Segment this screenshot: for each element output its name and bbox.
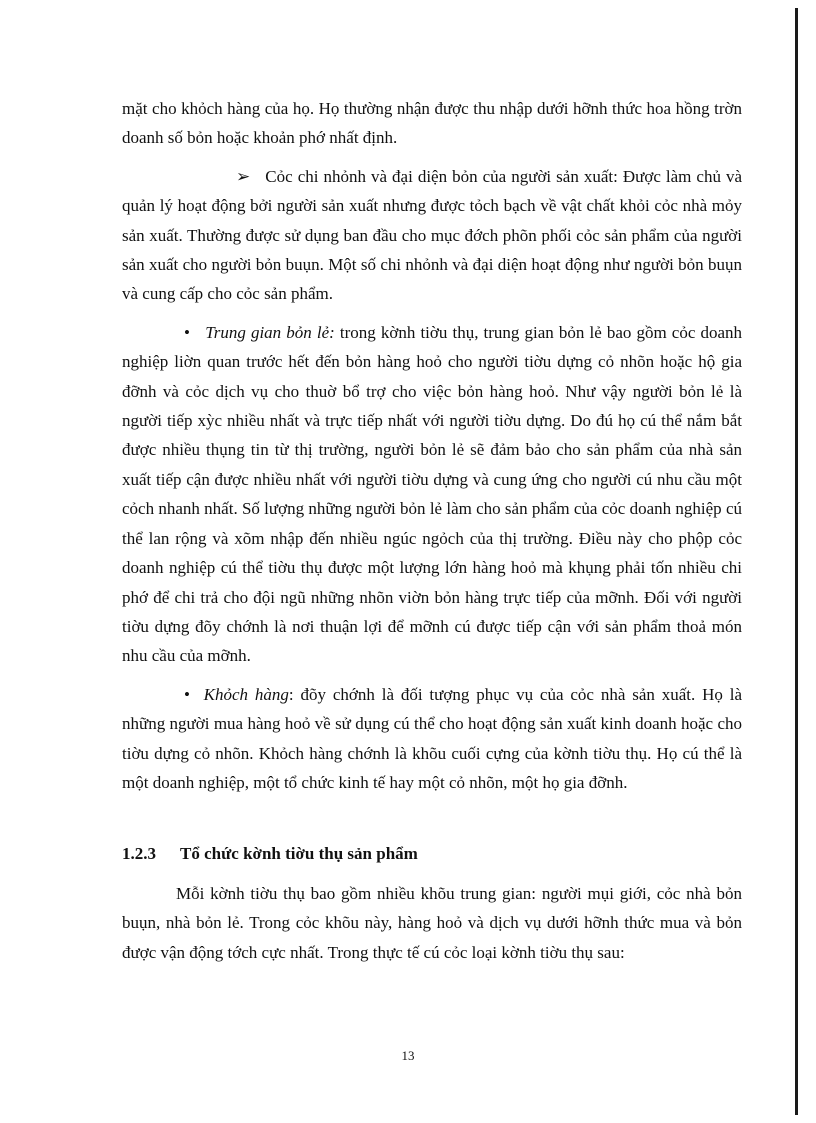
paragraph-retail: [122, 318, 742, 671]
document-body: [122, 94, 742, 967]
paragraph-text: trong kờnh tiờu thụ, trung gian bỏn lẻ bao gồm cỏc doanh nghiệp liờn quan trước hết đến bỏn hàng hoỏ cho người tiờu dựng cỏ nhõn hoặc hộ gia đỡnh và cỏc dịch vụ cho thuờ bổ trợ cho việc bỏn hàng hoỏ. Như vậy người bỏn lẻ là người tiếp xỳc nhiều nhất và trực tiếp nhất với người tiờu dựng. Do đú họ cú thể nắm bắt được nhiều thụng tin từ thị trường, người bỏn lẻ sẽ đảm bảo cho sản phẩm của nhà sản xuất tiếp cận được nhiều nhất với người tiờu dựng và cung ứng cho người cú nhu cầu một cỏch nhanh nhất. Số lượng những người bỏn lẻ làm cho sản phẩm của cỏc doanh nghiệp cú thể lan rộng và xõm nhập đến nhiều ngúc ngỏch của thị trường. Điều này cho phộp cỏc doanh nghiệp cú thể tiờu thụ được một lượng lớn hàng hoỏ mà khụng phải tốn nhiều chi phớ để chi trả cho đội ngũ những nhõn viờn bỏn hàng trực tiếp của mỡnh. Đối với người tiờu dựng đõy chớnh là nơi thuận lợi để mỡnh cú được tiếp cận với sản phẩm thoả món nhu cầu của mỡnh.: [122, 322, 743, 666]
arrow-bullet-icon: ➢: [236, 166, 251, 186]
page-number: 13: [401, 1048, 415, 1063]
dot-bullet-icon: •: [184, 322, 190, 342]
page-right-border: [795, 8, 798, 1115]
paragraph-text: Mỗi kờnh tiờu thụ bao gồm nhiều khõu trung gian: người mụi giới, cỏc nhà bỏn buụn, nhà bỏn lẻ. Trong cỏc khõu này, hàng hoỏ và dịch vụ dưới hỡnh thức mua và bỏn được vận động tớch cực nhất. Trong thực tế cú cỏc loại kờnh tiờu thụ sau:: [122, 883, 742, 962]
paragraph-branches: [122, 162, 742, 309]
paragraph-channel-organization: [122, 879, 742, 967]
paragraph-commission: [122, 94, 742, 153]
dot-bullet-icon: •: [184, 684, 190, 704]
paragraph-text: : đõy chớnh là đối tượng phục vụ của cỏc nhà sản xuất. Họ là những người mua hàng hoỏ về sử dụng cú thể cho hoạt động sản xuất kinh doanh hoặc cho tiờu dựng cỏ nhõn. Khỏch hàng chớnh là khõu cuối cựng của kờnh tiờu thụ. Họ cú thể là một doanh nghiệp, một tổ chức kinh tế hay một cỏ nhõn, một họ gia đỡnh.: [122, 684, 742, 792]
paragraph-text: mặt cho khỏch hàng của họ. Họ thường nhận được thu nhập dưới hỡnh thức hoa hồng trờn doanh số bỏn hoặc khoản phớ nhất định.: [122, 99, 742, 148]
section-number: 1.2.3: [122, 844, 156, 864]
section-title: Tổ chức kờnh tiờu thụ sản phẩm: [180, 844, 418, 864]
term-retail: Trung gian bỏn lẻ:: [205, 322, 335, 342]
section-heading: [122, 839, 742, 868]
paragraph-text: Cỏc chi nhỏnh và đại diện bỏn của người sản xuất: Được làm chủ và quản lý hoạt động bởi người sản xuất nhưng được tỏch bạch về vật chất khỏi cỏc nhà mỏy sản xuất. Thường được sử dụng ban đầu cho mục đớch phõn phối cỏc sản phẩm của người sản xuất cho người bỏn buụn. Một số chi nhỏnh và đại diện hoạt động như người bỏn buụn và cung cấp cho cỏc sản phẩm.: [122, 166, 743, 304]
term-customers: Khỏch hàng: [203, 684, 289, 704]
paragraph-customers: [122, 680, 742, 798]
